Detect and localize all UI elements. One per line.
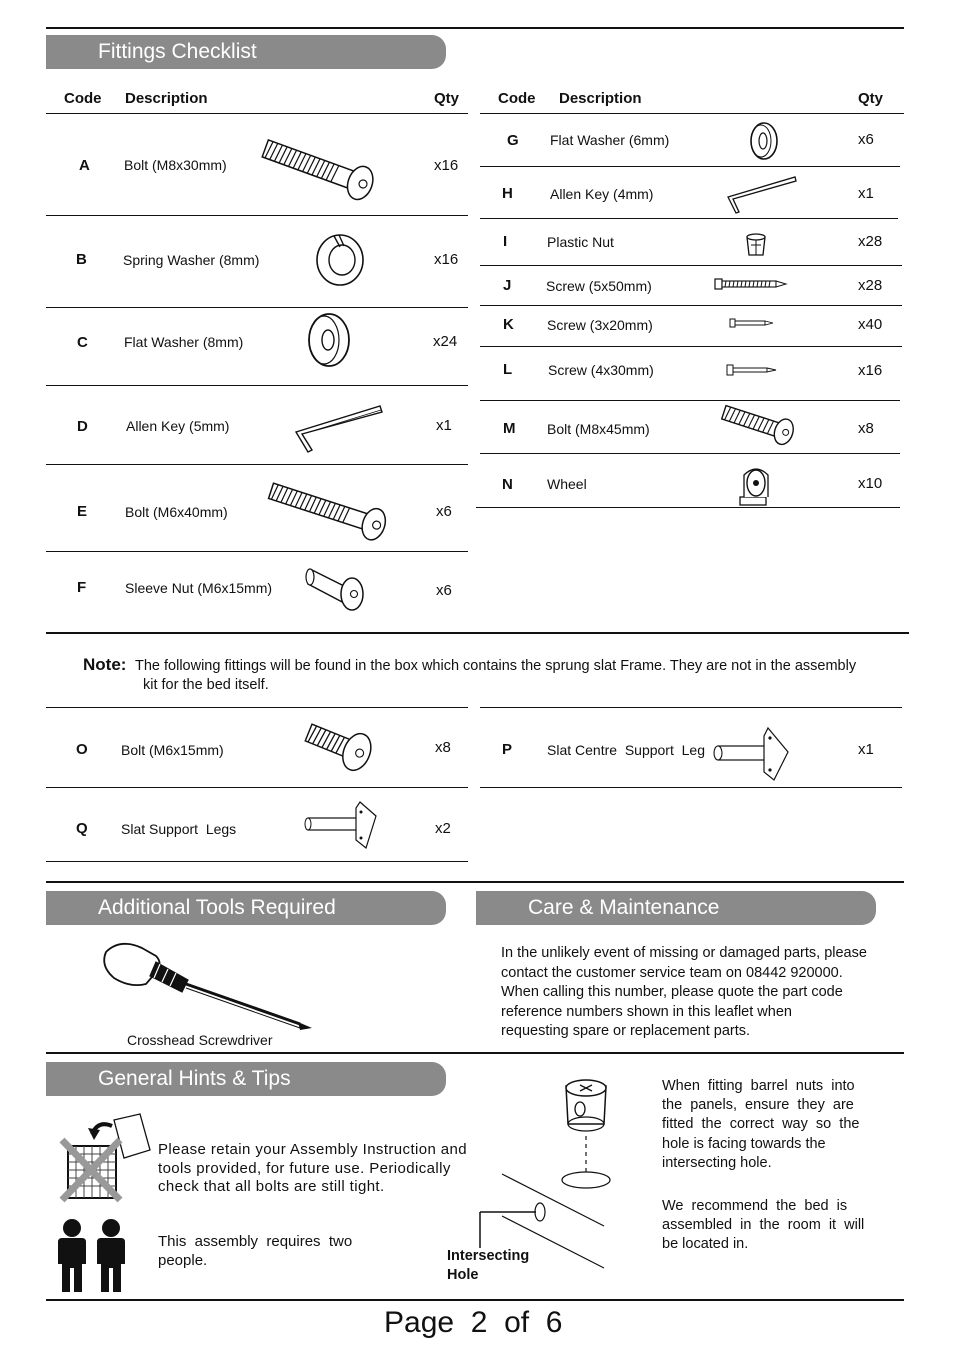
room-text: [662, 1197, 864, 1255]
item-description: Flat Washer (6mm): [550, 132, 670, 148]
hint-line: the panels, ensure they are: [662, 1097, 854, 1114]
hint-line: intersecting hole.: [662, 1154, 772, 1171]
screw-icon: [726, 364, 778, 376]
bolt-icon: [260, 138, 385, 203]
checklist-bottom-rule: [46, 632, 909, 634]
row-divider: [480, 787, 902, 788]
row-divider: [46, 113, 468, 114]
item-qty: x8: [435, 739, 451, 756]
row-divider: [46, 861, 468, 862]
item-code: I: [503, 233, 508, 250]
item-qty: x6: [858, 131, 874, 148]
page-number: Page 2 of 6: [384, 1306, 563, 1339]
additional-tools-heading: Additional Tools Required: [46, 891, 446, 925]
note-text: The following fittings will be found in the box which contains the sprung slat Frame. They are not in the assembly: [135, 658, 857, 674]
item-code: J: [503, 277, 512, 294]
section-rule: [46, 881, 904, 883]
barrel-nut-text: [662, 1077, 859, 1173]
row-divider: [480, 166, 900, 167]
bolt-icon: [720, 402, 800, 450]
care-line: When calling this number, please quote the part code: [501, 984, 843, 1000]
item-code: K: [503, 316, 514, 333]
row-divider: [480, 265, 902, 266]
bolt-icon: [268, 478, 398, 548]
item-code: N: [502, 476, 513, 493]
item-description: Screw (4x30mm): [548, 362, 654, 378]
care-line: requesting spare or replacement parts.: [501, 1023, 751, 1039]
care-line: contact the customer service team on 08442 920000.: [501, 964, 843, 981]
item-qty: x2: [435, 820, 451, 837]
hint-line: fitted the correct way so the: [662, 1116, 860, 1133]
screwdriver-icon: [100, 940, 315, 1035]
screwdriver-caption: Crosshead Screwdriver: [127, 1032, 273, 1048]
item-code: B: [76, 251, 87, 268]
left-header-qty: Qty: [434, 90, 460, 107]
item-code: C: [77, 334, 88, 351]
row-divider: [46, 464, 468, 465]
item-description: Sleeve Nut (M6x15mm): [125, 580, 273, 596]
flat-washer-icon: [748, 120, 780, 162]
row-divider: [46, 551, 468, 552]
general-hints-heading: General Hints & Tips: [46, 1062, 446, 1096]
item-qty: x6: [436, 503, 452, 520]
item-qty: x16: [434, 251, 459, 268]
support-leg-icon: [304, 800, 380, 850]
item-qty: x1: [858, 741, 874, 758]
row-divider: [480, 218, 898, 219]
row-divider: [46, 707, 468, 708]
item-qty: x16: [858, 362, 883, 379]
item-code: P: [502, 741, 513, 758]
item-qty: x1: [858, 185, 874, 202]
row-divider: [480, 113, 904, 114]
item-code: M: [503, 420, 516, 437]
item-description: Bolt (M8x45mm): [547, 421, 650, 437]
label-line: Intersecting: [447, 1248, 530, 1264]
row-divider: [46, 385, 468, 386]
item-description: Flat Washer (8mm): [124, 334, 244, 350]
row-divider: [480, 707, 902, 708]
row-divider: [480, 305, 902, 306]
two-people-icon: [54, 1218, 130, 1294]
hint-line: be located in.: [662, 1236, 749, 1253]
left-header-code: Code: [64, 90, 102, 107]
screw-icon: [729, 318, 775, 328]
bolt-icon: [302, 718, 382, 778]
two-people-text: [158, 1232, 352, 1270]
item-description: Slat Support Legs: [121, 821, 237, 837]
left-header-description: Description: [125, 90, 208, 107]
item-code: Q: [76, 820, 88, 837]
item-description: Plastic Nut: [547, 234, 614, 250]
item-description: Screw (3x20mm): [547, 317, 653, 333]
item-qty: x8: [858, 420, 874, 437]
spring-washer-icon: [314, 232, 366, 288]
intersecting-hole-label: [447, 1247, 529, 1285]
item-description: Bolt (M6x15mm): [121, 742, 224, 758]
hint-line: tools provided, for future use. Periodically: [158, 1159, 451, 1177]
hint-line: We recommend the bed is: [662, 1198, 848, 1214]
right-header-qty: Qty: [858, 90, 884, 107]
item-code: H: [502, 185, 513, 202]
item-description: Bolt (M8x30mm): [124, 157, 227, 173]
row-divider: [476, 507, 900, 508]
sleeve-nut-icon: [304, 564, 366, 614]
hint-line: Please retain your Assembly Instruction and: [158, 1141, 468, 1158]
row-divider: [480, 453, 900, 454]
item-code: F: [77, 579, 87, 596]
item-qty: x28: [858, 277, 883, 294]
right-header-description: Description: [559, 90, 642, 107]
note-text-continued: kit for the bed itself.: [143, 677, 269, 693]
item-description: Spring Washer (8mm): [123, 252, 260, 268]
label-line: Hole: [447, 1267, 479, 1283]
fittings-checklist-heading: Fittings Checklist: [46, 35, 446, 69]
item-qty: x16: [434, 157, 459, 174]
item-description: Allen Key (4mm): [550, 186, 654, 202]
hint-line: people.: [158, 1252, 208, 1269]
allen-key-icon: [724, 175, 800, 217]
item-qty: x6: [436, 582, 452, 599]
item-code: D: [77, 418, 88, 435]
hint-line: This assembly requires two: [158, 1233, 353, 1250]
hint-line: check that all bolts are still tight.: [158, 1178, 385, 1195]
item-description: Screw (5x50mm): [546, 278, 652, 294]
item-qty: x40: [858, 316, 883, 333]
support-leg-icon: [712, 726, 792, 782]
row-divider: [480, 400, 900, 401]
item-code: A: [79, 157, 90, 174]
section-rule: [46, 1052, 904, 1054]
flat-washer-icon: [306, 312, 352, 368]
top-rule: [46, 27, 904, 29]
screw-icon: [714, 277, 788, 291]
row-divider: [46, 307, 468, 308]
item-qty: x28: [858, 233, 883, 250]
hint-line: hole is facing towards the: [662, 1135, 826, 1152]
plastic-nut-icon: [744, 231, 768, 257]
item-qty: x24: [433, 333, 458, 350]
hint-line: assembled in the room it will: [662, 1217, 865, 1234]
retain-instructions-text: [158, 1141, 467, 1197]
item-code: L: [503, 361, 513, 378]
row-divider: [46, 215, 468, 216]
hint-line: When fitting barrel nuts into: [662, 1078, 855, 1094]
care-text: [501, 944, 876, 1042]
care-line: In the unlikely event of missing or damaged parts, please: [501, 945, 867, 961]
item-qty: x10: [858, 475, 883, 492]
item-description: Wheel: [547, 476, 587, 492]
row-divider: [480, 346, 902, 347]
care-maintenance-heading: Care & Maintenance: [476, 891, 876, 925]
item-description: Bolt (M6x40mm): [125, 504, 228, 520]
note-label: Note:: [83, 655, 127, 674]
item-code: E: [77, 503, 88, 520]
care-line: reference numbers shown in this leaflet when: [501, 1003, 792, 1020]
footer-rule: [46, 1299, 904, 1301]
allen-key-icon: [292, 402, 388, 456]
right-header-code: Code: [498, 90, 536, 107]
item-qty: x1: [436, 417, 452, 434]
item-description: Slat Centre Support Leg: [547, 742, 705, 758]
row-divider: [46, 787, 468, 788]
item-code: G: [507, 132, 519, 149]
item-description: Allen Key (5mm): [126, 418, 230, 434]
item-code: O: [76, 741, 88, 758]
no-bin-icon: [56, 1112, 154, 1204]
wheel-icon: [736, 461, 776, 507]
